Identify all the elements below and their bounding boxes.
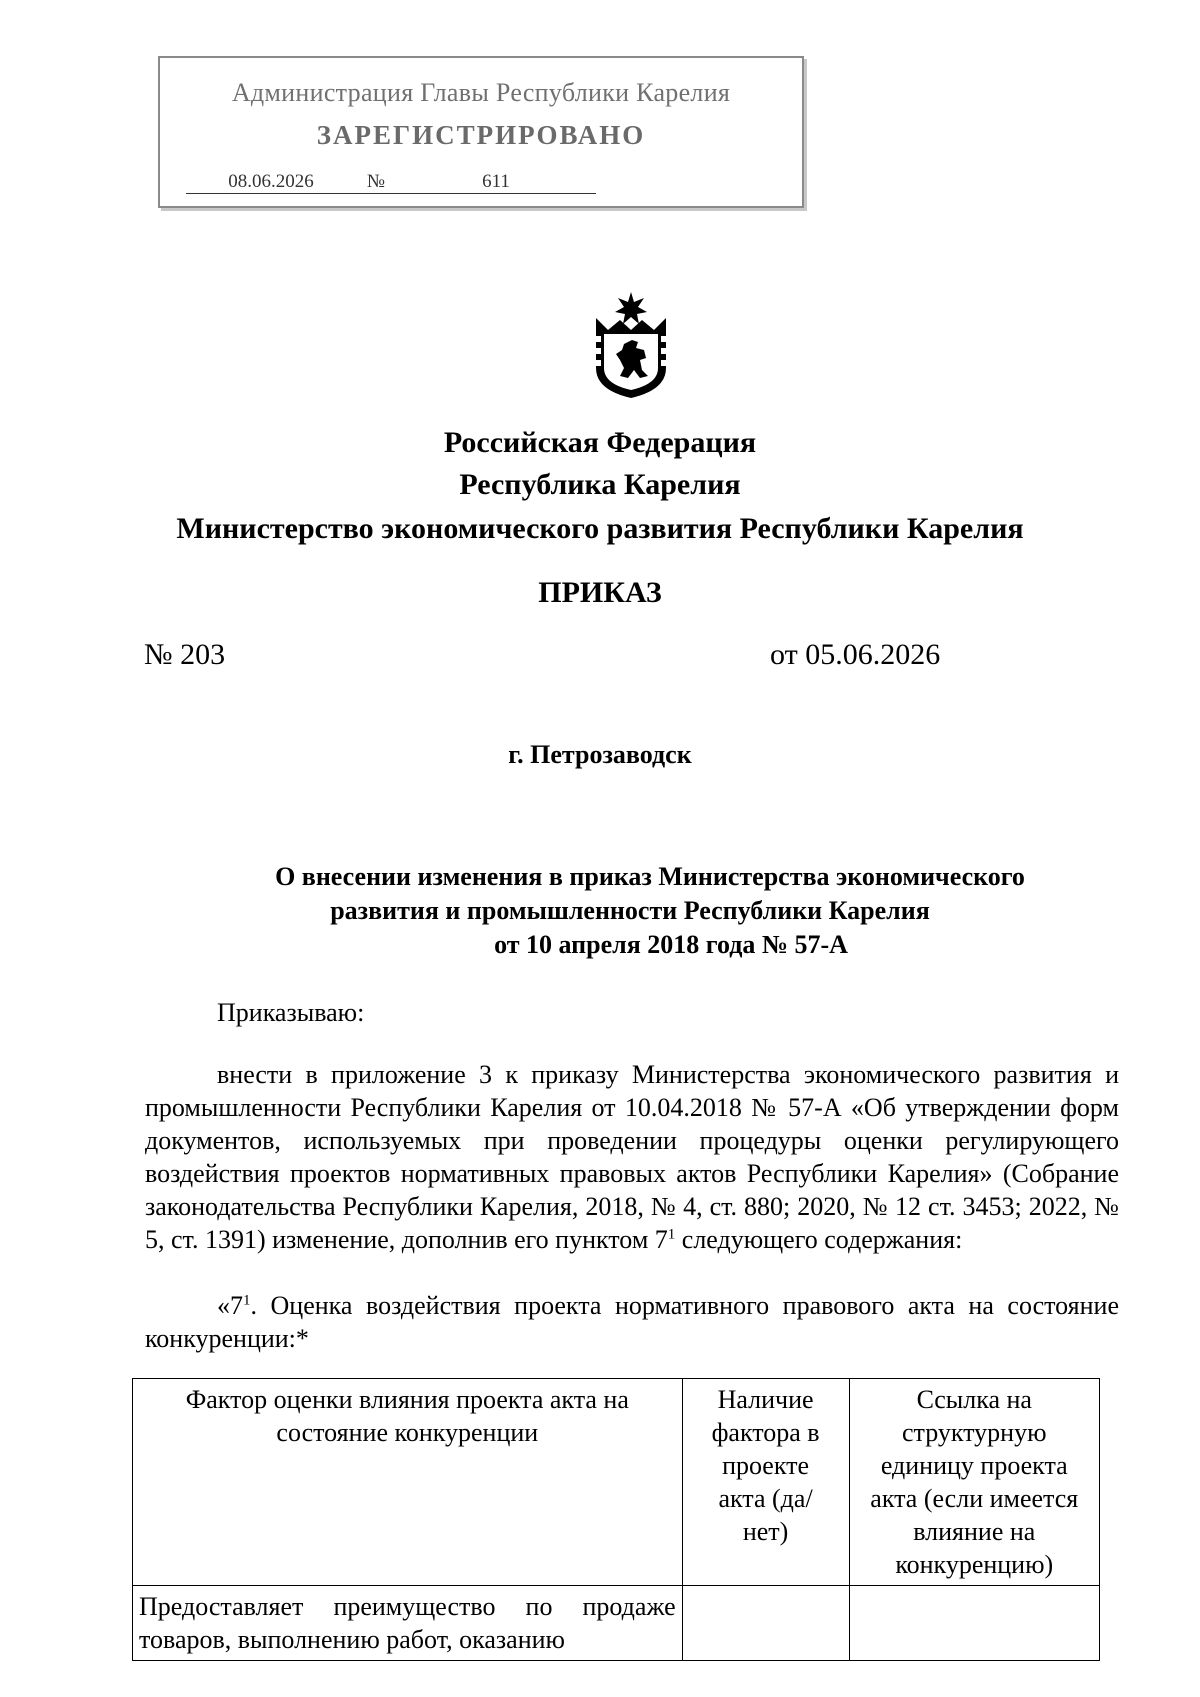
ministry-heading: Министерство экономического развития Республики Карелия (176, 512, 1024, 545)
clause-paragraph (145, 1289, 1119, 1355)
order-date: от 05.06.2026 (770, 638, 941, 671)
amendment-paragraph (145, 1058, 1119, 1256)
clause-text: . Оценка воздействия проекта нормативного правового акта на состояние конкуренции:* (145, 1291, 1119, 1353)
amendment-superscript: 1 (667, 1226, 676, 1243)
presence-cell (682, 1586, 849, 1661)
header-reference: Ссылка на структурную единицу проекта акта (если имеется влияние на конкуренцию) (849, 1379, 1099, 1586)
stamp-number-sign: № (356, 171, 396, 194)
table-row (133, 1586, 1100, 1661)
header-factor: Фактор оценки влияния проекта акта на состояние конкуренции (133, 1379, 683, 1586)
order-directive: Приказываю: (217, 998, 365, 1027)
stamp-date: 08.06.2026 (186, 171, 356, 194)
city: г. Петрозаводск (508, 740, 692, 769)
stamp-authority: Администрация Главы Республики Карелия (231, 78, 731, 107)
stamp-registered: ЗАРЕГИСТРИРОВАНО (316, 120, 646, 150)
coat-of-arms-icon (586, 290, 676, 400)
title-line-2: развития и промышленности Республики Карелия (330, 896, 930, 925)
table-header-row (133, 1379, 1100, 1586)
amendment-text: внести в приложение 3 к приказу Министерства экономического развития и промышленности Республики Карелия от 10.04.2018 № 57-А «Об утверждении форм документов, используемых при проведении процедуры оценки регулирующего воздействия проектов нормативных правовых актов Республики Карелия» (Собрание законодательства Республики Карелия, 2018, № 4, ст. 880; 2020, № 12 ст. 3453; 2022, № 5, ст. 1391) изменение, дополнив его пунктом 7 (145, 1060, 1119, 1254)
republic-heading: Республика Карелия (459, 468, 741, 501)
registration-stamp (158, 56, 804, 208)
title-line-3: от 10 апреля 2018 года № 57-А (494, 930, 848, 959)
reference-cell (849, 1586, 1099, 1661)
clause-prefix: «7 (217, 1291, 243, 1320)
header-presence: Наличие фактора в проекте акта (да/нет) (682, 1379, 849, 1586)
amendment-tail: следующего содержания: (675, 1225, 963, 1254)
country-heading: Российская Федерация (443, 426, 757, 459)
stamp-registration-line (186, 171, 596, 194)
order-number: № 203 (144, 638, 226, 671)
competition-factors-table (132, 1378, 1100, 1661)
factor-cell: Предоставляет преимущество по продаже товаров, выполнению работ, оказанию (133, 1586, 683, 1661)
clause-superscript: 1 (243, 1292, 251, 1309)
document-type: ПРИКАЗ (538, 576, 662, 609)
stamp-number: 611 (396, 171, 596, 194)
title-line-1: О внесении изменения в приказ Министерства экономического (275, 862, 1025, 891)
